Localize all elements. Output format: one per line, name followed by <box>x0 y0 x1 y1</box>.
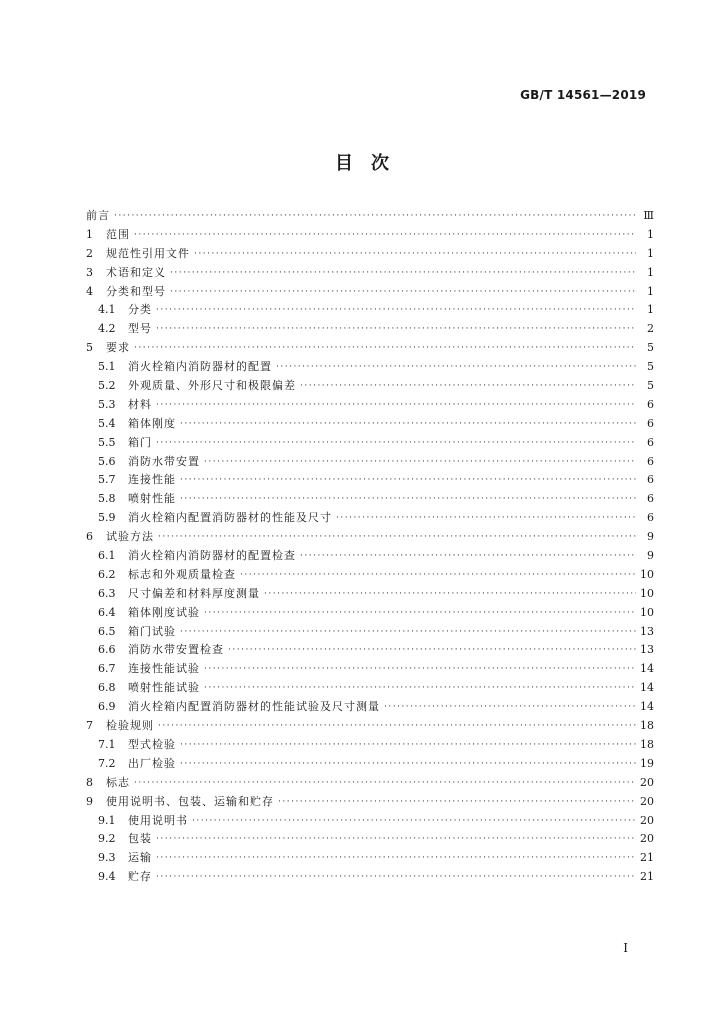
page-title: 目 次 <box>335 153 389 174</box>
toc-leader-dots <box>300 547 636 566</box>
toc-entry[interactable] <box>86 868 654 887</box>
toc-leader-dots <box>180 490 636 509</box>
toc-entry-label: 出厂检验 <box>128 756 176 770</box>
toc-entry-label: 消火栓箱内配置消防器材的性能及尺寸 <box>128 511 332 525</box>
toc-leader-dots <box>158 717 636 736</box>
toc-entry-number: 9.4 <box>98 870 116 884</box>
toc-entry-label: 材料 <box>128 397 152 411</box>
toc-entry-number: 5.8 <box>98 492 116 506</box>
toc-leader-dots <box>156 868 636 887</box>
toc-entry-label: 箱体刚度试验 <box>128 605 200 619</box>
toc-entry-number: 6.3 <box>98 586 116 600</box>
toc-entry[interactable] <box>86 830 654 849</box>
toc-entry[interactable] <box>86 226 654 245</box>
toc-leader-dots <box>114 207 636 226</box>
toc-entry-page: 6 <box>647 416 654 430</box>
toc-entry-page: 10 <box>640 567 654 581</box>
toc-entry[interactable] <box>86 471 654 490</box>
toc-leader-dots <box>300 377 636 396</box>
toc-leader-dots <box>384 698 636 717</box>
toc-entry-page: 1 <box>647 246 654 260</box>
toc-entry-number: 5.5 <box>98 435 116 449</box>
toc-entry[interactable] <box>86 490 654 509</box>
toc-entry-label: 箱体刚度 <box>128 416 176 430</box>
toc-entry-number: 6.8 <box>98 681 116 695</box>
toc-entry-page: 6 <box>647 397 654 411</box>
toc-entry-page: 20 <box>640 832 654 846</box>
toc-leader-dots <box>276 358 636 377</box>
toc-entry-page: 21 <box>640 851 654 865</box>
toc-entry-number: 9 <box>86 794 93 808</box>
toc-entry[interactable] <box>86 679 654 698</box>
toc-entry-label: 试验方法 <box>106 530 154 544</box>
toc-entry[interactable] <box>86 453 654 472</box>
toc-entry-label: 箱门 <box>128 435 152 449</box>
toc-entry-page: 1 <box>647 265 654 279</box>
toc-entry-page: 1 <box>647 227 654 241</box>
toc-entry-page: 1 <box>647 284 654 298</box>
toc-entry[interactable] <box>86 793 654 812</box>
toc-entry-label: 连接性能 <box>128 473 176 487</box>
toc-entry-label: 消防水带安置检查 <box>128 643 224 657</box>
toc-entry-number: 6.6 <box>98 643 116 657</box>
toc-entry[interactable] <box>86 245 654 264</box>
toc-entry-label: 分类和型号 <box>106 284 166 298</box>
toc-entry-page: 9 <box>647 530 654 544</box>
toc-entry[interactable] <box>86 264 654 283</box>
toc-entry-label: 连接性能试验 <box>128 662 200 676</box>
toc-entry[interactable] <box>86 641 654 660</box>
toc-entry-number: 5.3 <box>98 397 116 411</box>
toc-leader-dots <box>204 660 636 679</box>
toc-entry-number: 6.5 <box>98 624 116 638</box>
toc-entry-label: 包装 <box>128 832 152 846</box>
toc-entry-label: 前言 <box>86 209 110 222</box>
toc-entry-number: 9.3 <box>98 851 116 865</box>
toc-entry-page: 1 <box>647 303 654 317</box>
toc-entry-number: 3 <box>86 265 93 279</box>
toc-entry-page: 5 <box>647 379 654 393</box>
toc-entry-page: 6 <box>647 435 654 449</box>
toc-entry-page: 6 <box>647 473 654 487</box>
toc-entry-page: 20 <box>640 813 654 827</box>
toc-entry-number: 9.1 <box>98 813 116 827</box>
toc-entry[interactable] <box>86 736 654 755</box>
toc-entry-label: 消防水带安置 <box>128 454 200 468</box>
toc-entry[interactable] <box>86 396 654 415</box>
toc-entry-label: 箱门试验 <box>128 624 176 638</box>
toc-leader-dots <box>180 755 636 774</box>
toc-entry-number: 5.7 <box>98 473 116 487</box>
toc-leader-dots <box>134 774 636 793</box>
toc-entry-page: 2 <box>647 322 654 336</box>
toc-leader-dots <box>278 793 636 812</box>
toc-entry-label: 型式检验 <box>128 737 176 751</box>
toc-entry-page: 18 <box>640 737 654 751</box>
toc-leader-dots <box>228 641 636 660</box>
toc-leader-dots <box>170 283 636 302</box>
toc-leader-dots <box>156 849 636 868</box>
toc-leader-dots <box>180 736 636 755</box>
toc-entry-number: 5.9 <box>98 511 116 525</box>
toc-entry[interactable] <box>86 566 654 585</box>
toc-entry-number: 5.4 <box>98 416 116 430</box>
toc-entry-label: 范围 <box>106 227 130 241</box>
toc-entry-number: 5.1 <box>98 360 116 374</box>
toc-entry-page: 6 <box>647 454 654 468</box>
toc-entry[interactable] <box>86 320 654 339</box>
toc-entry-number: 5 <box>86 341 93 355</box>
toc-leader-dots <box>180 623 636 642</box>
toc-entry-page: 5 <box>647 360 654 374</box>
toc-entry-number: 6.2 <box>98 567 116 581</box>
toc-leader-dots <box>156 396 636 415</box>
toc-entry[interactable] <box>86 812 654 831</box>
toc-entry[interactable] <box>86 339 654 358</box>
toc-entry-label: 消火栓箱内消防器材的配置检查 <box>128 549 296 563</box>
toc-entry[interactable] <box>86 301 654 320</box>
toc-entry-page: 6 <box>647 492 654 506</box>
toc-entry-number: 7 <box>86 719 93 733</box>
toc-entry-number: 4.2 <box>98 322 116 336</box>
toc-leader-dots <box>264 585 636 604</box>
toc-entry-page: 18 <box>640 719 654 733</box>
toc-entry-label: 标志 <box>106 775 130 789</box>
toc-entry-number: 4.1 <box>98 303 116 317</box>
toc-entry-label: 型号 <box>128 322 152 336</box>
toc-entry-page: 13 <box>640 643 654 657</box>
toc-leader-dots <box>170 264 636 283</box>
toc-entry-page: 20 <box>640 775 654 789</box>
toc-leader-dots <box>336 509 636 528</box>
toc-entry-number: 7.1 <box>98 737 116 751</box>
toc-entry-page: 19 <box>640 756 654 770</box>
toc-entry-label: 贮存 <box>128 870 152 884</box>
toc-entry-page: 14 <box>640 681 654 695</box>
toc-entry-label: 使用说明书 <box>128 813 188 827</box>
toc-entry[interactable] <box>86 755 654 774</box>
toc-leader-dots <box>134 226 636 245</box>
toc-entry[interactable] <box>86 604 654 623</box>
toc-entry[interactable] <box>86 547 654 566</box>
toc-entry[interactable] <box>86 415 654 434</box>
toc-entry-page: 5 <box>647 341 654 355</box>
toc-entry-page: 21 <box>640 870 654 884</box>
toc-entry-page: 14 <box>640 700 654 714</box>
toc-entry-number: 6.1 <box>98 549 116 563</box>
toc-entry-page: 10 <box>640 605 654 619</box>
toc-leader-dots <box>192 812 636 831</box>
toc-entry[interactable] <box>86 509 654 528</box>
toc-entry-page: 14 <box>640 662 654 676</box>
toc-entry[interactable] <box>86 774 654 793</box>
toc-leader-dots <box>156 320 636 339</box>
toc-leader-dots <box>156 301 636 320</box>
toc-entry-label: 规范性引用文件 <box>106 246 190 260</box>
toc-entry-label: 检验规则 <box>106 719 154 733</box>
toc-entry[interactable] <box>86 434 654 453</box>
toc-leader-dots <box>204 453 636 472</box>
toc-entry-number: 9.2 <box>98 832 116 846</box>
toc-entry[interactable] <box>86 377 654 396</box>
toc-entry[interactable] <box>86 528 654 547</box>
toc-leader-dots <box>156 830 636 849</box>
toc-entry-number: 6.7 <box>98 662 116 676</box>
toc-entry-number: 5.2 <box>98 379 116 393</box>
toc-entry[interactable] <box>86 717 654 736</box>
toc-entry-number: 7.2 <box>98 756 116 770</box>
toc-entry-number: 6 <box>86 530 93 544</box>
toc-leader-dots <box>156 434 636 453</box>
toc-entry-label: 消火栓箱内配置消防器材的性能试验及尺寸测量 <box>128 700 380 714</box>
table-of-contents <box>86 207 654 887</box>
page-number: I <box>623 941 628 955</box>
toc-entry[interactable] <box>86 585 654 604</box>
toc-entry-label: 喷射性能 <box>128 492 176 506</box>
toc-entry-number: 6.9 <box>98 700 116 714</box>
toc-entry-page: 6 <box>647 511 654 525</box>
toc-entry-label: 术语和定义 <box>106 265 166 279</box>
toc-leader-dots <box>204 679 636 698</box>
toc-entry-label: 分类 <box>128 303 152 317</box>
toc-leader-dots <box>240 566 636 585</box>
toc-entry[interactable] <box>86 849 654 868</box>
toc-entry-number: 6.4 <box>98 605 116 619</box>
toc-leader-dots <box>134 339 636 358</box>
toc-entry-number: 8 <box>86 775 93 789</box>
toc-entry-number: 4 <box>86 284 93 298</box>
toc-entry[interactable] <box>86 283 654 302</box>
toc-leader-dots <box>180 471 636 490</box>
toc-entry-label: 要求 <box>106 341 130 355</box>
toc-leader-dots <box>158 528 636 547</box>
toc-entry[interactable] <box>86 698 654 717</box>
toc-entry-page: 20 <box>640 794 654 808</box>
toc-leader-dots <box>180 415 636 434</box>
toc-entry[interactable] <box>86 623 654 642</box>
toc-entry-label: 标志和外观质量检查 <box>128 567 236 581</box>
toc-entry[interactable] <box>86 207 654 226</box>
toc-entry-label: 外观质量、外形尺寸和极限偏差 <box>128 379 296 393</box>
toc-entry-page: 10 <box>640 586 654 600</box>
toc-entry-label: 使用说明书、包装、运输和贮存 <box>106 794 274 808</box>
toc-entry-label: 运输 <box>128 851 152 865</box>
toc-entry-page: Ⅲ <box>643 209 654 222</box>
toc-entry-label: 喷射性能试验 <box>128 681 200 695</box>
toc-leader-dots <box>194 245 636 264</box>
toc-entry[interactable] <box>86 358 654 377</box>
toc-entry-page: 13 <box>640 624 654 638</box>
toc-entry-label: 消火栓箱内消防器材的配置 <box>128 360 272 374</box>
toc-entry-number: 2 <box>86 246 93 260</box>
standard-code: GB/T 14561—2019 <box>520 88 646 102</box>
toc-entry-label: 尺寸偏差和材料厚度测量 <box>128 586 260 600</box>
toc-entry-number: 5.6 <box>98 454 116 468</box>
toc-entry-number: 1 <box>86 227 93 241</box>
toc-entry-page: 9 <box>647 549 654 563</box>
toc-entry[interactable] <box>86 660 654 679</box>
toc-leader-dots <box>204 604 636 623</box>
